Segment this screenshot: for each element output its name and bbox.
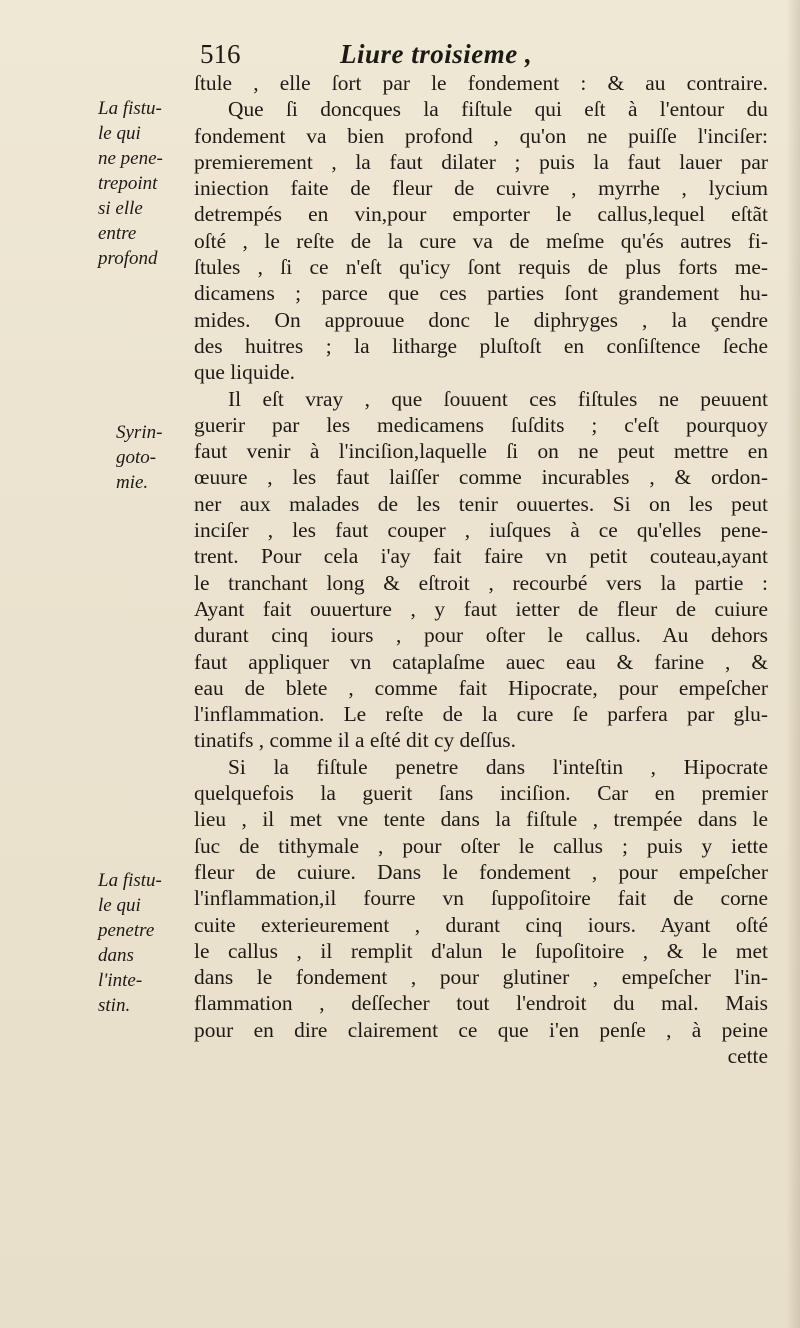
margin-note-line: dans xyxy=(98,945,134,966)
margin-note-fistule-penetrante xyxy=(98,868,198,1018)
text-line: faut appliquer vn cataplaſme auec eau & farine , & xyxy=(194,649,768,674)
text-line: l'inflammation,il fourre vn ſuppoſitoire fait de corne xyxy=(194,886,768,911)
text-line: fleur de cuiure. Dans le fondement , pour empeſcher xyxy=(194,859,768,884)
text-line: ſtules , ſi ce n'eſt qu'icy ſont requis de plus forts me- xyxy=(194,255,768,280)
margin-note-line: goto- xyxy=(116,447,157,468)
margin-note-line: le qui xyxy=(98,123,141,144)
margin-note-fistule-non-penetrante xyxy=(98,96,198,271)
margin-note-line: l'inte- xyxy=(98,970,143,991)
page-number: 516 xyxy=(200,39,241,69)
text-line: guerir par les medicamens ſuſdits ; c'eſt pourquoy xyxy=(194,412,768,437)
text-line: l'inflammation. Le reſte de la cure ſe parfera par glu- xyxy=(194,702,768,727)
text-line: flammation , deſſecher tout l'endroit du mal. Mais xyxy=(194,991,768,1016)
margin-note-line: profond xyxy=(98,248,158,269)
text-line: cuite exterieurement , durant cinq iours. Ayant oſté xyxy=(194,912,768,937)
text-line: ner aux malades de les tenir ouuertes. Si on les peut xyxy=(194,491,768,516)
text-line: dans le fondement , pour glutiner , empeſcher l'in- xyxy=(194,965,768,990)
text-line: Si la fiſtule penetre dans l'inteſtin , Hipocrate xyxy=(228,754,768,779)
text-line: durant cinq iours , pour oſter le callus. Au dehors xyxy=(194,623,768,648)
text-line: ſtule , elle ſort par le fondement : & au contraire. xyxy=(194,71,768,95)
catchword: cette xyxy=(727,1043,768,1068)
margin-note-line: trepoint xyxy=(98,173,158,194)
margin-note-line: stin. xyxy=(98,995,131,1016)
text-line: tinatifs , comme il a eſté dit cy deſſus. xyxy=(194,728,516,753)
text-line: Que ſi doncques la fiſtule qui eſt à l'entour du xyxy=(228,97,768,122)
text-line: inciſer , les faut couper , iuſques à ce qu'elles pene- xyxy=(194,518,768,543)
text-line: œuure , les faut laiſſer comme incurables , & ordon- xyxy=(194,465,768,490)
text-line: des huitres ; la litharge pluſtoſt en conſiſtence ſeche xyxy=(194,333,768,358)
text-line: mides. On approuue donc le diphryges , la çendre xyxy=(194,307,768,332)
text-line: pour en dire clairement ce que i'en penſe , à peine xyxy=(194,1017,768,1042)
text-line: que liquide. xyxy=(194,360,295,385)
text-line: eau de blete , comme fait Hipocrate, pour empeſcher xyxy=(194,675,768,700)
margin-note-line: le qui xyxy=(98,895,141,916)
text-line: iniection faite de fleur de cuivre , myrrhe , lycium xyxy=(194,176,768,201)
text-line: quelquefois la guerit ſans inciſion. Car en premier xyxy=(194,781,768,806)
margin-note-line: mie. xyxy=(116,472,149,493)
text-line: dicamens ; parce que ces parties ſont grandement hu- xyxy=(194,281,768,306)
margin-note-line: Syrin- xyxy=(116,422,163,443)
text-line: faut venir à l'inciſion,laquelle ſi on ne peut mettre en xyxy=(194,439,768,464)
margin-note-line: entre xyxy=(98,223,137,244)
text-line: Il eſt vray , que ſouuent ces fiſtules ne peuuent xyxy=(228,386,768,411)
text-line: Ayant fait ouuerture , y faut ietter de fleur de cuiure xyxy=(194,596,768,621)
margin-note-line: ne pene- xyxy=(98,148,163,169)
margin-note-line: si elle xyxy=(98,198,143,219)
text-line: oſté , le reſte de la cure va de meſme qu'és autres fi- xyxy=(194,228,768,253)
text-line: premierement , la faut dilater ; puis la faut lauer par xyxy=(194,149,768,174)
margin-note-line: La fistu- xyxy=(98,870,162,891)
margin-note-line: penetre xyxy=(98,920,155,941)
text-line: detrempés en vin,pour emporter le callus,lequel eſtãt xyxy=(194,202,768,227)
text-line: fondement va bien profond , qu'on ne puiſſe l'inciſer: xyxy=(194,123,768,148)
margin-note-line: La fistu- xyxy=(98,98,162,119)
text-line: ſuc de tithymale , pour oſter le callus ; puis y iette xyxy=(194,833,768,858)
text-line: lieu , il met vne tente dans la fiſtule , trempée dans le xyxy=(194,807,768,832)
page-header xyxy=(200,36,770,72)
text-line: le callus , il remplit d'alun le ſupoſitoire , & le met xyxy=(194,938,768,963)
running-title: Liure troisieme , xyxy=(340,39,533,69)
body-text xyxy=(194,70,768,1069)
text-line: le tranchant long & eſtroit , recourbé vers la partie : xyxy=(194,570,768,595)
text-line: trent. Pour cela i'ay fait faire vn petit couteau,ayant xyxy=(194,544,768,569)
